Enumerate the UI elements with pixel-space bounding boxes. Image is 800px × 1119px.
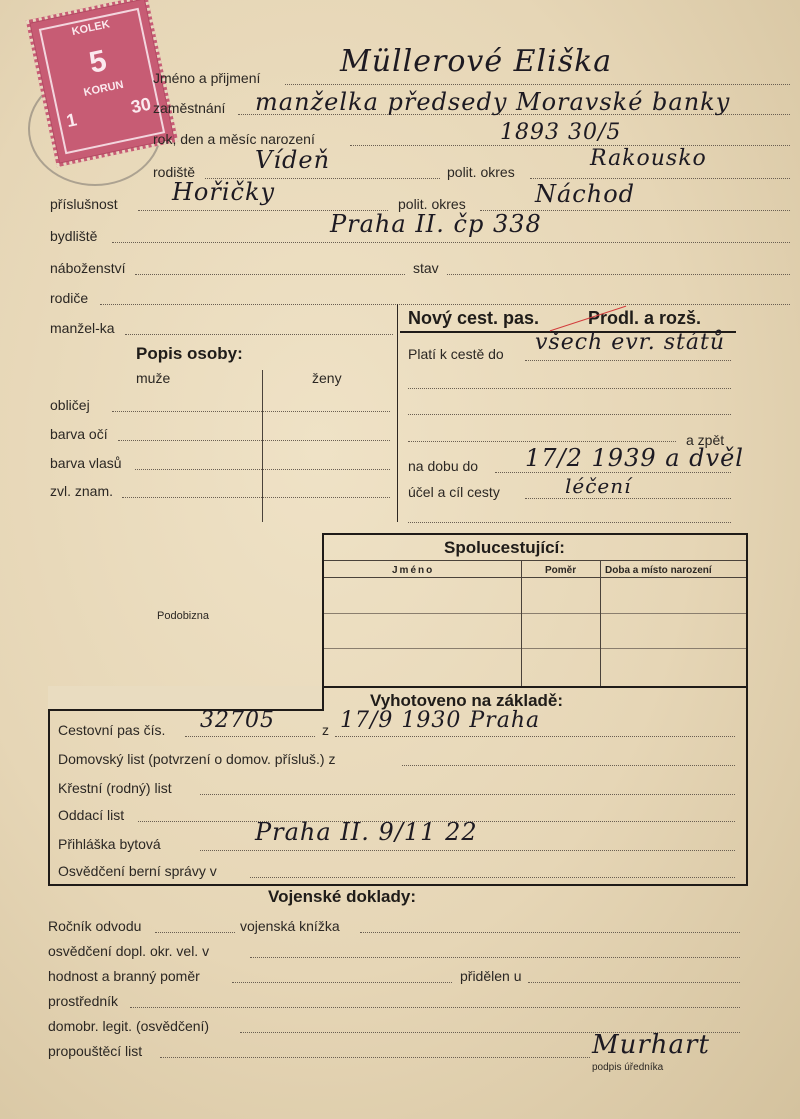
- label-bydliste: bydliště: [50, 228, 98, 244]
- spolu-header-jmeno: Jméno: [392, 565, 435, 576]
- label-pridelen: přidělen u: [460, 968, 522, 984]
- label-rodice: rodiče: [50, 290, 89, 306]
- label-zamestnani: zaměstnání: [153, 100, 226, 116]
- value-polit-okres-2[interactable]: Náchod: [535, 180, 636, 208]
- label-domobr: domobr. legit. (osvědčení): [48, 1018, 210, 1034]
- value-bydliste[interactable]: Praha II. čp 338: [330, 210, 542, 238]
- label-podpis: podpis úředníka: [592, 1062, 664, 1073]
- label-osvedceni-dopl: osvědčení dopl. okr. vel. v: [48, 943, 210, 959]
- value-pas-z[interactable]: 17/9 1930 Praha: [340, 708, 541, 733]
- value-prihlaska[interactable]: Praha II. 9/11 22: [255, 818, 478, 846]
- stamp-value: 5: [86, 44, 110, 80]
- label-rodiste: rodiště: [153, 164, 196, 180]
- label-prislusnost: příslušnost: [50, 196, 118, 212]
- value-zamestnani[interactable]: manželka předsedy Moravské banky: [255, 88, 731, 116]
- popis-zeny: ženy: [312, 370, 342, 386]
- spolucestujici-title: Spolucestující:: [444, 538, 565, 557]
- label-hodnost: hodnost a branný poměr: [48, 968, 200, 984]
- photo-label: Podobizna: [157, 610, 209, 622]
- vojenske-title: Vojenské doklady:: [268, 887, 417, 906]
- spolu-header-pomer: Poměr: [545, 565, 577, 576]
- value-narozeni[interactable]: 1893 30/5: [500, 120, 622, 145]
- label-polit-okres-2: polit. okres: [398, 196, 466, 212]
- label-stav: stav: [413, 260, 439, 276]
- label-polit-okres-1: polit. okres: [447, 164, 515, 180]
- label-narozeni: rok, den a měsíc narození: [153, 131, 315, 147]
- label-domovsky: Domovský list (potvrzení o domov. přísluš.) z: [58, 751, 336, 767]
- label-cestovni-pas: Cestovní pas čís.: [58, 722, 166, 738]
- popis-muze: muže: [136, 370, 171, 386]
- passport-title-left: Nový cest. pas.: [408, 308, 540, 328]
- popis-row-oblicej: obličej: [50, 397, 90, 413]
- label-osvedceni-berni: Osvědčení berní správy v: [58, 863, 217, 879]
- label-pas-z: z: [322, 722, 329, 738]
- popis-row-vlasu: barva vlasů: [50, 455, 122, 471]
- label-prihlaska: Přihláška bytová: [58, 836, 161, 852]
- label-ucel: účel a cíl cesty: [408, 484, 500, 500]
- label-oddaci: Oddací list: [58, 807, 125, 823]
- value-cestovni-pas[interactable]: 32705: [200, 708, 275, 733]
- label-nabozenstvi: náboženství: [50, 260, 126, 276]
- value-polit-okres-1[interactable]: Rakousko: [590, 146, 707, 171]
- stamp-top-text: KOLEK: [70, 18, 111, 39]
- value-prislusnost[interactable]: Hořičky: [172, 178, 276, 206]
- label-plati: Platí k cestě do: [408, 346, 504, 362]
- label-zpet: a zpět: [686, 432, 725, 448]
- label-prostrednik: prostředník: [48, 993, 119, 1009]
- popis-title: Popis osoby:: [136, 344, 243, 363]
- label-manzel: manžel-ka: [50, 320, 115, 336]
- value-doba[interactable]: 17/2 1939 a dvěl: [525, 444, 744, 472]
- value-ucel[interactable]: léčení: [565, 474, 632, 498]
- label-rocnik: Ročník odvodu: [48, 918, 142, 934]
- value-rodiste[interactable]: Vídeň: [255, 146, 331, 174]
- label-jmeno: Jméno a přijmení: [153, 70, 261, 86]
- value-plati[interactable]: všech evr. států: [535, 330, 726, 355]
- stamp-year-right: 30: [129, 93, 153, 118]
- stamp-currency: KORUN: [82, 78, 125, 99]
- label-knizka: vojenská knížka: [240, 918, 340, 934]
- popis-row-oci: barva očí: [50, 426, 108, 442]
- popis-row-znam: zvl. znam.: [50, 483, 114, 499]
- label-propousteci: propouštěcí list: [48, 1043, 143, 1059]
- passport-title-right: Prodl. a rozš.: [588, 308, 702, 328]
- vyhotoveno-title: Vyhotoveno na základě:: [370, 691, 564, 710]
- official-signature: Murhart: [592, 1030, 710, 1060]
- spolu-header-doba: Doba a místo narození: [605, 565, 712, 576]
- label-doba: na dobu do: [408, 458, 479, 474]
- label-krestni: Křestní (rodný) list: [58, 780, 172, 796]
- value-jmeno[interactable]: Müllerové Eliška: [340, 44, 613, 79]
- stamp-year-left: 1: [64, 109, 79, 132]
